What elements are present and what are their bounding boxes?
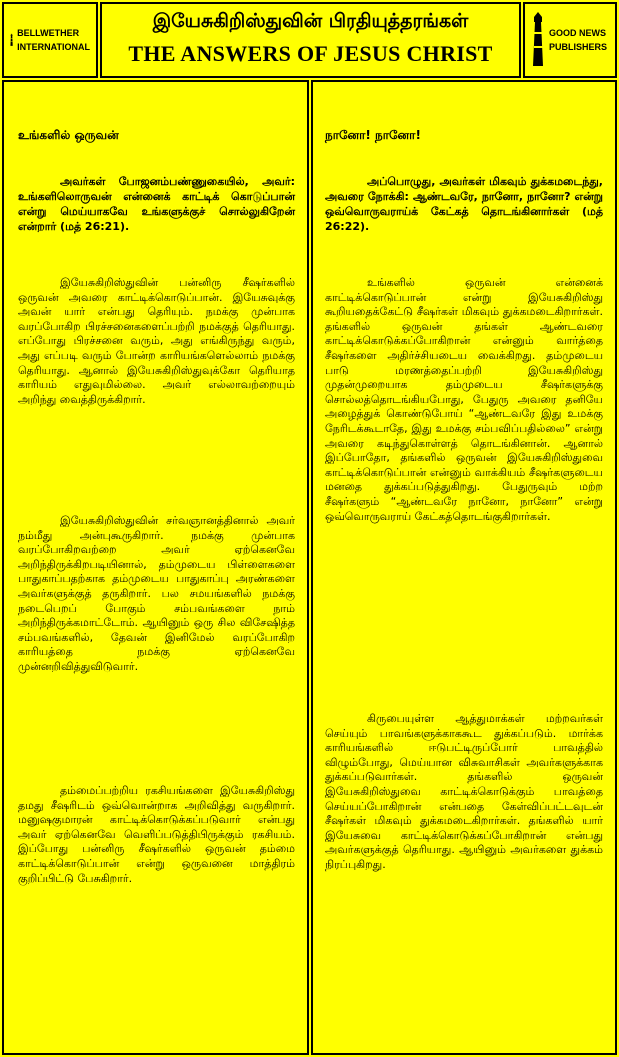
right-column-paragraph: உங்களில் ஒருவன் என்னைக் காட்டிக்கொடுப்பான் என்று இயேசுகிறிஸ்து கூறியதைக்கேட்டு சீஷர்கள் மிகவும் துக்கமடைகிறார்கள். தங்களில் ஒருவன் தங்கள் ஆண்டவரை காட்டிக்கொடுக்கப்போகிறான் என்னும் வார்த்தை சீஷர்களை அதிர்ச்சியடைய வைக்கிறது. தம்முடைய பாடு மரணத்தைப்பற்றி இயேசுகிறிஸ்து முதன்முறையாக தம்முடைய சீஷர்களுக்கு சொல்லத்தொடங்கியபோது, பேதுரு அவரை தனியே அழைத்துக் கொண்டுபோய் “ஆண்டவரே இது உமக்கு நேரிடக்கூடாதே, இது உமக்கு சம்பவிப்பதில்லை” என்று அவரை கடிந்துகொள்ளத் தொடங்கினான். ஆனால் இப்போதோ, தங்களில் ஒருவன் இயேசுகிறிஸ்துவை காட்டிக்கொடுப்பான் என்னும் வாக்கியம் சீஷர்களுடைய மனதை துக்கப்படுத்துகிறது. பேதுருவும் மற்ற சீஷர்களும் “ஆண்டவரே நானோ, நானோ” என்று ஒவ்வொருவராய் கேட்கத்தொடங்குகிறார்கள். [325,276,603,523]
bellwether-name-line1: BELLWETHER [17,28,80,38]
right-column-verse: அப்பொழுது, அவர்கள் மிகவும் துக்கமடைந்து, அவரை நோக்கி: ஆண்டவரே, நானோ, நானோ? என்று ஒவ்வொருவராய்க் கேட்கத் தொடங்கினார்கள் (மத் 26:22). [325,175,603,233]
good-news-logo-box [523,2,617,78]
left-column-paragraph: தம்மைப்பற்றிய ரகசியங்களை இயேசுகிறிஸ்து தமது சீஷரிடம் ஒவ்வொன்றாக அறிவித்து வருகிறார். மனுஷகுமாரன் காட்டிக்கொடுக்கப்படுவார் என்பது அவர் ஏற்கெனவே வெளிப்படுத்திபிருக்கும் ரகசியம். இப்போது பன்னிரு சீஷர்களில் ஒருவன் தம்மை காட்டிக்கொடுப்பான் என்று ஒருவனை மாத்திரம் குறிப்பிட்டு பேசுகிறார். [18,784,295,885]
good-news-logo-text [549,26,607,54]
bellwether-logo-box [2,2,98,78]
left-column-heading: உங்களில் ஒருவன் [18,128,119,142]
bellwether-name-line2: INTERNATIONAL [17,42,90,52]
left-column [2,80,309,1055]
left-column-paragraph: இயேசுகிறிஸ்துவின் சர்வஞானத்தினால் அவர் நம்மீது அன்புகூருகிறார். நமக்கு முன்பாக வரப்போகிறவற்றை அவர் ஏற்கெனவே அறிந்திருக்கிறபடியினால், தம்முடைய பிள்ளைகளை பாதுகாப்பதற்காக தம்முடைய பாதுகாப்பு அரண்களை அவர்களுக்குத் தருகிறார். பல சமயங்களில் நமக்கு நடைபெறப் போகும் சம்பவங்களை நாம் அறிந்திருக்கமாட்டோம். ஆயினும் ஒரு சில விசேஷித்த சம்பவங்களில், தேவன் இனிமேல் வரப்போகிற காரியத்தை நமக்கு ஏற்கெனவே முன்னறிவித்துவிடுவார். [18,514,295,673]
right-column-paragraph: கிருபையுள்ள ஆத்துமாக்கள் மற்றவர்கள் செய்யும் பாவங்களுக்காககூட துக்கப்படும். மார்க்க காரியங்களில் ஈடுபட்டிருப்போர் பாவத்தில் விழும்போது, மெய்யான விசுவாசிகள் அவர்களுக்காக துக்கப்படுவார்கள். தங்களில் ஒருவன் இயேசுகிறிஸ்துவை காட்டிக்கொடுக்கும் பாவத்தை செய்யப்போகிறான் என்பதை கேள்விப்பட்டவுடன் சீஷர்கள் மிகவும் துக்கமடைகிறார்கள். தங்களில் யார் இயேசுவை காட்டிக்கொடுக்கப்போகிறான் என்பது அவர்களுக்குத் தெரியாது. ஆயினும் அவர்களை துக்கம் நிரப்புகிறது. [325,712,603,871]
header-title-box [100,2,521,78]
right-column [311,80,617,1055]
bellwether-logo-text [17,26,90,54]
right-column-heading: நானோ! நானோ! [325,128,421,142]
good-news-name-line1: GOOD NEWS [549,28,607,38]
left-column-paragraph: இயேசுகிறிஸ்துவின் பன்னிரு சீஷர்களில் ஒருவன் அவரை காட்டிக்கொடுப்பான். இயேசுவுக்கு அவன் யார் என்பது தெரியும். நமக்கு முன்பாக வரப்போகிற பிரச்சனைகளைப்பற்றி நமக்குத் தெரியாது. எப்போது பிரச்சனை வரும், அது எங்கிருந்து வரும், அது எப்படி வரும் போன்ற காரியங்களெல்லாம் நமக்கு தெரியாது. ஆனால் இயேசுகிறிஸ்துவுக்கோ தெரியாத காரியம் எதுவுமில்லை. அவர் எல்லாவற்றையும் அறிந்து வைத்திருக்கிறார். [18,276,295,406]
left-column-verse: அவர்கள் போஜனம்பண்ணுகையில், அவர்: உங்களிலொருவன் என்னைக் காட்டிக் கொடுப்பான் என்று மெய்யாகவே உங்களுக்குச் சொல்லுகிறேன் என்றார் (மத் 26:21). [18,175,295,233]
page-title-tamil: இயேசுகிறிஸ்துவின் பிரதியுத்தரங்கள் [152,10,469,32]
page-title-english: THE ANSWERS OF JESUS CHRIST [128,41,493,66]
good-news-name-line2: PUBLISHERS [549,42,608,52]
lighthouse-icon [10,12,13,68]
lighthouse-icon [531,12,545,68]
